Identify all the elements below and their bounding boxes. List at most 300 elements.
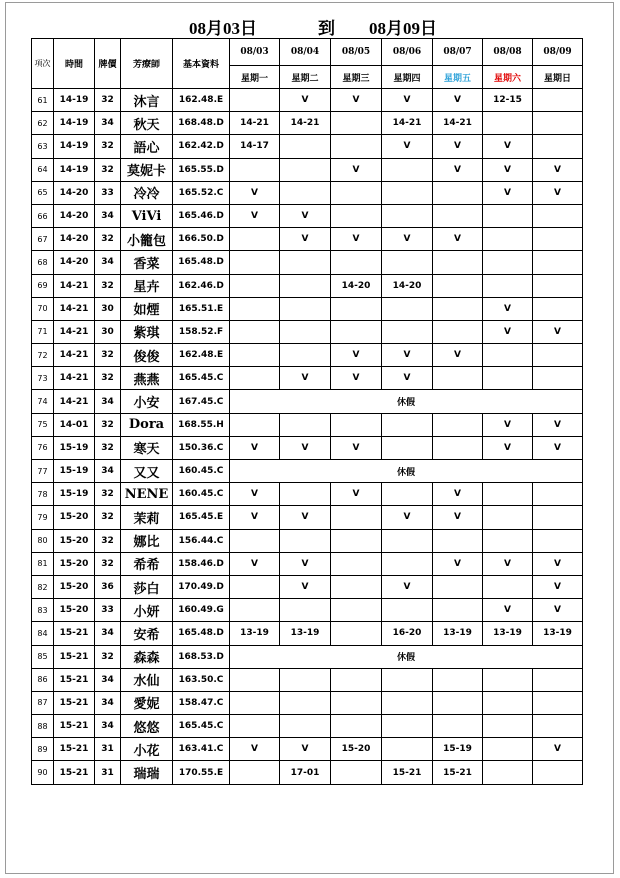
row-index: 86	[32, 668, 54, 691]
row-therapist-name: 如煙	[121, 297, 173, 320]
day-cell	[382, 320, 433, 343]
row-info: 162.46.D	[173, 274, 230, 297]
row-info: 168.53.D	[173, 645, 230, 668]
day-cell	[280, 483, 331, 506]
row-time: 15-20	[54, 575, 95, 598]
table-row	[32, 158, 583, 181]
day-cell: V	[382, 506, 433, 529]
row-time: 14-21	[54, 344, 95, 367]
day-cell: 12-15	[483, 89, 533, 112]
table-row	[32, 575, 583, 598]
row-time: 15-21	[54, 691, 95, 714]
row-time: 14-19	[54, 135, 95, 158]
table-row	[32, 367, 583, 390]
header-weekday: 星期三	[331, 66, 382, 89]
row-price: 30	[95, 320, 121, 343]
day-cell	[230, 367, 280, 390]
row-info: 160.45.C	[173, 460, 230, 483]
day-cell	[331, 135, 382, 158]
row-time: 14-01	[54, 413, 95, 436]
row-price: 31	[95, 761, 121, 784]
day-cell: 13-19	[230, 622, 280, 645]
row-price: 34	[95, 112, 121, 135]
row-index: 69	[32, 274, 54, 297]
row-therapist-name: 小妍	[121, 599, 173, 622]
day-cell	[433, 599, 483, 622]
table-row	[32, 251, 583, 274]
header-info: 基本資料	[173, 39, 230, 89]
day-cell	[533, 691, 583, 714]
row-index: 84	[32, 622, 54, 645]
day-cell: V	[280, 204, 331, 227]
row-price: 34	[95, 390, 121, 413]
row-time: 15-21	[54, 645, 95, 668]
table-row	[32, 552, 583, 575]
table-row	[32, 320, 583, 343]
day-cell: 17-01	[280, 761, 331, 784]
row-therapist-name: ViVi	[121, 204, 173, 227]
table-row	[32, 506, 583, 529]
row-info: 168.55.H	[173, 413, 230, 436]
header-weekday: 星期二	[280, 66, 331, 89]
day-cell	[382, 204, 433, 227]
table-row	[32, 436, 583, 459]
row-time: 15-19	[54, 436, 95, 459]
day-cell	[280, 668, 331, 691]
day-cell	[483, 367, 533, 390]
day-cell	[483, 204, 533, 227]
day-cell: V	[331, 367, 382, 390]
table-row	[32, 622, 583, 645]
day-cell: V	[382, 135, 433, 158]
header-date: 08/04	[280, 39, 331, 66]
row-therapist-name: Dora	[121, 413, 173, 436]
row-therapist-name: 香菜	[121, 251, 173, 274]
day-cell	[483, 761, 533, 784]
row-index: 82	[32, 575, 54, 598]
row-info: 158.46.D	[173, 552, 230, 575]
row-therapist-name: 燕燕	[121, 367, 173, 390]
row-time: 15-19	[54, 460, 95, 483]
row-index: 65	[32, 181, 54, 204]
day-cell: V	[433, 158, 483, 181]
row-therapist-name: 寒天	[121, 436, 173, 459]
table-row	[32, 413, 583, 436]
header-date: 08/03	[230, 39, 280, 66]
day-cell: 14-21	[433, 112, 483, 135]
day-cell: 13-19	[533, 622, 583, 645]
day-cell	[230, 691, 280, 714]
day-cell	[433, 575, 483, 598]
day-cell	[433, 367, 483, 390]
row-info: 170.55.E	[173, 761, 230, 784]
row-index: 79	[32, 506, 54, 529]
day-cell	[533, 297, 583, 320]
day-cell: V	[280, 228, 331, 251]
day-cell: V	[280, 367, 331, 390]
row-therapist-name: 星卉	[121, 274, 173, 297]
day-cell: V	[280, 89, 331, 112]
day-cell	[382, 738, 433, 761]
row-index: 70	[32, 297, 54, 320]
row-price: 34	[95, 715, 121, 738]
row-price: 32	[95, 367, 121, 390]
row-time: 15-21	[54, 622, 95, 645]
day-cell	[433, 297, 483, 320]
day-cell	[230, 668, 280, 691]
row-info: 165.48.D	[173, 622, 230, 645]
row-therapist-name: 莎白	[121, 575, 173, 598]
day-cell	[483, 506, 533, 529]
day-cell: V	[483, 320, 533, 343]
day-cell	[533, 715, 583, 738]
day-cell	[331, 204, 382, 227]
row-time: 14-20	[54, 251, 95, 274]
day-cell: V	[382, 344, 433, 367]
day-cell	[230, 529, 280, 552]
day-cell	[280, 251, 331, 274]
day-cell	[483, 715, 533, 738]
day-cell	[533, 506, 583, 529]
day-cell: 14-21	[230, 112, 280, 135]
day-cell: 14-17	[230, 135, 280, 158]
day-cell: V	[331, 158, 382, 181]
header-weekday: 星期一	[230, 66, 280, 89]
row-index: 80	[32, 529, 54, 552]
day-cell	[433, 251, 483, 274]
day-cell	[483, 738, 533, 761]
row-price: 33	[95, 181, 121, 204]
row-price: 32	[95, 135, 121, 158]
row-therapist-name: 紫琪	[121, 320, 173, 343]
day-cell	[230, 575, 280, 598]
day-cell: 16-20	[382, 622, 433, 645]
row-price: 32	[95, 158, 121, 181]
day-cell	[230, 251, 280, 274]
table-row	[32, 204, 583, 227]
row-time: 14-21	[54, 367, 95, 390]
day-cell: V	[382, 575, 433, 598]
day-cell	[280, 274, 331, 297]
day-cell: 14-20	[331, 274, 382, 297]
day-cell	[280, 320, 331, 343]
row-info: 167.45.C	[173, 390, 230, 413]
day-cell: V	[230, 552, 280, 575]
row-time: 15-20	[54, 599, 95, 622]
day-cell: V	[483, 297, 533, 320]
day-cell: V	[280, 436, 331, 459]
row-price: 34	[95, 251, 121, 274]
row-therapist-name: 悠悠	[121, 715, 173, 738]
row-price: 34	[95, 668, 121, 691]
row-price: 34	[95, 691, 121, 714]
schedule-body	[32, 39, 583, 785]
row-price: 30	[95, 297, 121, 320]
day-cell	[433, 691, 483, 714]
day-cell: 15-21	[382, 761, 433, 784]
day-cell	[230, 344, 280, 367]
day-cell: 15-21	[433, 761, 483, 784]
header-weekday-friday: 星期五	[433, 66, 483, 89]
row-info: 165.51.E	[173, 297, 230, 320]
day-cell	[483, 483, 533, 506]
day-cell: V	[533, 181, 583, 204]
row-note: 休假	[230, 645, 583, 668]
row-price: 32	[95, 344, 121, 367]
day-cell	[280, 413, 331, 436]
row-therapist-name: 俊俊	[121, 344, 173, 367]
header-therapist: 芳療師	[121, 39, 173, 89]
row-index: 62	[32, 112, 54, 135]
table-row	[32, 228, 583, 251]
day-cell: V	[483, 599, 533, 622]
table-row	[32, 645, 583, 668]
row-time: 14-21	[54, 390, 95, 413]
row-index: 77	[32, 460, 54, 483]
table-row	[32, 715, 583, 738]
header-date: 08/08	[483, 39, 533, 66]
day-cell	[483, 228, 533, 251]
header-index: 項次	[32, 39, 54, 89]
day-cell	[280, 158, 331, 181]
row-time: 14-21	[54, 297, 95, 320]
row-note: 休假	[230, 460, 583, 483]
row-index: 76	[32, 436, 54, 459]
row-therapist-name: NENE	[121, 483, 173, 506]
day-cell: 14-20	[382, 274, 433, 297]
day-cell: V	[230, 483, 280, 506]
day-cell	[280, 599, 331, 622]
day-cell	[433, 529, 483, 552]
day-cell: V	[433, 506, 483, 529]
day-cell	[280, 297, 331, 320]
row-price: 34	[95, 622, 121, 645]
day-cell	[533, 529, 583, 552]
day-cell: V	[483, 158, 533, 181]
row-therapist-name: 小花	[121, 738, 173, 761]
day-cell: V	[433, 228, 483, 251]
day-cell: V	[280, 506, 331, 529]
row-price: 32	[95, 552, 121, 575]
row-index: 83	[32, 599, 54, 622]
row-therapist-name: 莫妮卡	[121, 158, 173, 181]
day-cell	[331, 575, 382, 598]
day-cell	[382, 668, 433, 691]
row-therapist-name: 森森	[121, 645, 173, 668]
header-date: 08/09	[533, 39, 583, 66]
day-cell: V	[331, 344, 382, 367]
row-time: 14-21	[54, 320, 95, 343]
row-info: 166.50.D	[173, 228, 230, 251]
day-cell	[331, 715, 382, 738]
row-price: 31	[95, 738, 121, 761]
day-cell	[382, 436, 433, 459]
table-row	[32, 529, 583, 552]
day-cell: V	[533, 575, 583, 598]
day-cell: V	[433, 552, 483, 575]
day-cell: 13-19	[280, 622, 331, 645]
table-row	[32, 297, 583, 320]
row-price: 32	[95, 645, 121, 668]
row-price: 34	[95, 204, 121, 227]
row-time: 15-21	[54, 738, 95, 761]
row-therapist-name: 娜比	[121, 529, 173, 552]
row-price: 32	[95, 529, 121, 552]
header-date: 08/05	[331, 39, 382, 66]
day-cell: V	[280, 552, 331, 575]
day-cell	[331, 529, 382, 552]
row-index: 64	[32, 158, 54, 181]
day-cell: 15-19	[433, 738, 483, 761]
day-cell: V	[433, 344, 483, 367]
day-cell	[280, 135, 331, 158]
day-cell	[533, 483, 583, 506]
row-time: 14-19	[54, 112, 95, 135]
header-row-dates	[32, 39, 583, 66]
day-cell	[433, 320, 483, 343]
day-cell: V	[483, 135, 533, 158]
header-date: 08/06	[382, 39, 433, 66]
day-cell	[230, 761, 280, 784]
header-weekday-saturday: 星期六	[483, 66, 533, 89]
day-cell: V	[382, 228, 433, 251]
row-index: 78	[32, 483, 54, 506]
day-cell	[382, 181, 433, 204]
row-info: 163.50.C	[173, 668, 230, 691]
day-cell	[230, 89, 280, 112]
day-cell: V	[382, 367, 433, 390]
row-info: 158.52.F	[173, 320, 230, 343]
table-row	[32, 460, 583, 483]
day-cell: V	[483, 413, 533, 436]
day-cell: V	[230, 738, 280, 761]
row-therapist-name: 安希	[121, 622, 173, 645]
day-cell: 14-21	[280, 112, 331, 135]
row-time: 15-21	[54, 668, 95, 691]
header-weekday: 星期日	[533, 66, 583, 89]
row-therapist-name: 愛妮	[121, 691, 173, 714]
row-info: 165.46.D	[173, 204, 230, 227]
row-index: 72	[32, 344, 54, 367]
day-cell	[433, 668, 483, 691]
day-cell	[331, 251, 382, 274]
table-row	[32, 135, 583, 158]
row-time: 14-21	[54, 274, 95, 297]
day-cell: V	[331, 228, 382, 251]
row-price: 36	[95, 575, 121, 598]
row-time: 14-20	[54, 204, 95, 227]
row-time: 15-20	[54, 506, 95, 529]
day-cell	[483, 344, 533, 367]
day-cell	[331, 599, 382, 622]
day-cell	[382, 552, 433, 575]
row-therapist-name: 秋天	[121, 112, 173, 135]
row-info: 163.41.C	[173, 738, 230, 761]
row-index: 81	[32, 552, 54, 575]
row-time: 15-21	[54, 715, 95, 738]
day-cell	[230, 158, 280, 181]
row-index: 89	[32, 738, 54, 761]
row-index: 87	[32, 691, 54, 714]
table-row	[32, 483, 583, 506]
day-cell	[331, 181, 382, 204]
day-cell	[483, 112, 533, 135]
day-cell	[230, 320, 280, 343]
day-cell	[331, 622, 382, 645]
table-row	[32, 738, 583, 761]
row-therapist-name: 沐言	[121, 89, 173, 112]
day-cell: V	[331, 483, 382, 506]
row-index: 90	[32, 761, 54, 784]
row-time: 14-20	[54, 228, 95, 251]
row-therapist-name: 瑞瑞	[121, 761, 173, 784]
row-index: 74	[32, 390, 54, 413]
row-index: 68	[32, 251, 54, 274]
day-cell: V	[331, 436, 382, 459]
title-end-date: 08月09日	[369, 19, 437, 38]
day-cell	[483, 529, 533, 552]
day-cell	[230, 599, 280, 622]
day-cell	[382, 599, 433, 622]
day-cell	[483, 691, 533, 714]
row-info: 165.45.E	[173, 506, 230, 529]
day-cell: V	[483, 552, 533, 575]
header-date: 08/07	[433, 39, 483, 66]
schedule-title	[0, 14, 620, 40]
row-time: 14-19	[54, 158, 95, 181]
day-cell: 13-19	[433, 622, 483, 645]
day-cell: V	[533, 436, 583, 459]
row-info: 165.55.D	[173, 158, 230, 181]
day-cell	[533, 89, 583, 112]
day-cell	[433, 181, 483, 204]
row-therapist-name: 茉莉	[121, 506, 173, 529]
day-cell	[382, 529, 433, 552]
table-row	[32, 599, 583, 622]
row-therapist-name: 小籠包	[121, 228, 173, 251]
day-cell: V	[483, 436, 533, 459]
row-therapist-name: 又又	[121, 460, 173, 483]
day-cell: V	[230, 436, 280, 459]
day-cell	[382, 715, 433, 738]
day-cell	[483, 251, 533, 274]
day-cell	[483, 575, 533, 598]
day-cell: 14-21	[382, 112, 433, 135]
day-cell: V	[483, 181, 533, 204]
row-info: 162.42.D	[173, 135, 230, 158]
day-cell	[230, 413, 280, 436]
row-therapist-name: 希希	[121, 552, 173, 575]
day-cell: V	[230, 181, 280, 204]
row-price: 32	[95, 228, 121, 251]
row-info: 160.49.G	[173, 599, 230, 622]
day-cell	[331, 297, 382, 320]
row-price: 32	[95, 506, 121, 529]
header-time: 時間	[54, 39, 95, 89]
day-cell: V	[533, 158, 583, 181]
day-cell	[382, 297, 433, 320]
table-row	[32, 668, 583, 691]
day-cell	[331, 112, 382, 135]
row-therapist-name: 小安	[121, 390, 173, 413]
day-cell	[433, 413, 483, 436]
day-cell: V	[533, 552, 583, 575]
table-row	[32, 691, 583, 714]
day-cell: 15-20	[331, 738, 382, 761]
row-therapist-name: 冷冷	[121, 181, 173, 204]
header-price: 牌價	[95, 39, 121, 89]
row-price: 32	[95, 274, 121, 297]
